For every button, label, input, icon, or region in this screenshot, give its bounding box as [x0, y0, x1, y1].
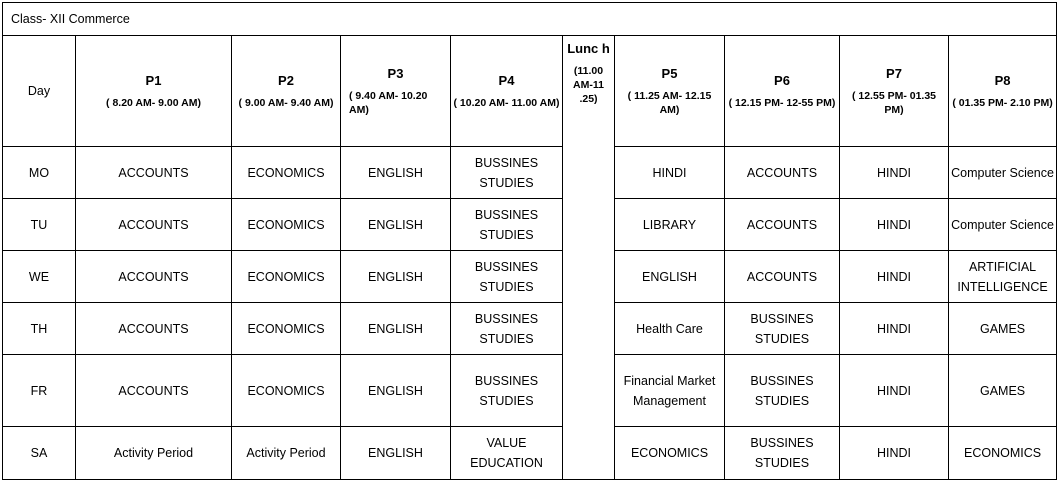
- table-row: [3, 199, 1057, 251]
- period-name: P3: [387, 66, 404, 81]
- table-cell: HINDI: [840, 355, 949, 427]
- period-time: ( 10.20 AM- 11.00 AM): [453, 97, 560, 109]
- table-cell: HINDI: [840, 147, 949, 199]
- table-cell: ECONOMICS: [232, 251, 341, 303]
- period-name: P2: [278, 73, 294, 88]
- table-cell: ENGLISH: [341, 427, 451, 480]
- table-cell: ENGLISH: [615, 251, 725, 303]
- table-cell: BUSSINES STUDIES: [725, 427, 840, 480]
- table-row: [3, 427, 1057, 480]
- table-cell: BUSSINES STUDIES: [451, 251, 563, 303]
- period-header-p7: [840, 36, 949, 147]
- table-cell: ACCOUNTS: [76, 199, 232, 251]
- title-row: [3, 3, 1057, 36]
- period-name: P1: [145, 73, 162, 88]
- day-cell: WE: [3, 251, 76, 303]
- table-row: [3, 251, 1057, 303]
- table-cell: HINDI: [840, 199, 949, 251]
- period-time: ( 12.15 PM- 12-55 PM): [728, 97, 836, 109]
- lunch-column: [563, 36, 615, 480]
- day-cell: TU: [3, 199, 76, 251]
- table-cell: HINDI: [840, 427, 949, 480]
- table-cell: Health Care: [615, 303, 725, 355]
- table-cell: VALUE EDUCATION: [451, 427, 563, 480]
- table-cell: HINDI: [840, 251, 949, 303]
- table-cell: ECONOMICS: [232, 199, 341, 251]
- table-title: Class- XII Commerce: [3, 3, 1057, 36]
- period-header-p4: [451, 36, 563, 147]
- table-cell: ECONOMICS: [232, 147, 341, 199]
- table-cell: BUSSINES STUDIES: [451, 303, 563, 355]
- table-cell: ECONOMICS: [232, 303, 341, 355]
- period-name: P4: [498, 73, 515, 88]
- table-cell: Computer Science: [949, 199, 1057, 251]
- day-header: Day: [3, 36, 76, 147]
- period-name: P8: [994, 73, 1011, 88]
- table-row: [3, 147, 1057, 199]
- table-cell: ACCOUNTS: [76, 147, 232, 199]
- table-cell: ACCOUNTS: [76, 355, 232, 427]
- period-header-p5: [615, 36, 725, 147]
- table-cell: ACCOUNTS: [725, 251, 840, 303]
- table-cell: GAMES: [949, 355, 1057, 427]
- period-time: ( 8.20 AM- 9.00 AM): [106, 97, 201, 109]
- lunch-label: Lunc h: [567, 41, 610, 56]
- period-time: ( 11.25 AM- 12.15 AM): [627, 90, 712, 116]
- header-row: [3, 36, 1057, 147]
- table-cell: GAMES: [949, 303, 1057, 355]
- period-time: ( 9.40 AM- 10.20 AM): [349, 90, 428, 116]
- table-cell: ARTIFICIAL INTELLIGENCE: [949, 251, 1057, 303]
- period-header-p3: [341, 36, 451, 147]
- table-cell: ECONOMICS: [615, 427, 725, 480]
- table-cell: Activity Period: [232, 427, 341, 480]
- table-cell: ENGLISH: [341, 355, 451, 427]
- timetable: [2, 2, 1057, 480]
- table-cell: BUSSINES STUDIES: [451, 355, 563, 427]
- table-cell: ENGLISH: [341, 199, 451, 251]
- period-name: P7: [886, 66, 902, 81]
- table-cell: BUSSINES STUDIES: [451, 199, 563, 251]
- table-cell: ACCOUNTS: [76, 251, 232, 303]
- day-cell: SA: [3, 427, 76, 480]
- table-cell: Financial Market Management: [615, 355, 725, 427]
- day-cell: TH: [3, 303, 76, 355]
- lunch-time: (11.00 AM-11 .25): [573, 65, 604, 105]
- table-cell: ACCOUNTS: [76, 303, 232, 355]
- table-cell: HINDI: [840, 303, 949, 355]
- table-cell: ECONOMICS: [949, 427, 1057, 480]
- day-cell: MO: [3, 147, 76, 199]
- period-name: P5: [661, 66, 678, 81]
- period-name: P6: [774, 73, 790, 88]
- table-cell: ACCOUNTS: [725, 147, 840, 199]
- table-row: [3, 355, 1057, 427]
- table-cell: HINDI: [615, 147, 725, 199]
- table-cell: ECONOMICS: [232, 355, 341, 427]
- period-header-p6: [725, 36, 840, 147]
- table-cell: BUSSINES STUDIES: [725, 355, 840, 427]
- period-header-p2: [232, 36, 341, 147]
- period-header-p8: [949, 36, 1057, 147]
- table-cell: ENGLISH: [341, 251, 451, 303]
- period-time: ( 01.35 PM- 2.10 PM): [952, 97, 1053, 109]
- table-cell: ENGLISH: [341, 147, 451, 199]
- period-time: ( 12.55 PM- 01.35 PM): [851, 90, 937, 116]
- table-cell: ENGLISH: [341, 303, 451, 355]
- period-header-p1: [76, 36, 232, 147]
- table-cell: Activity Period: [76, 427, 232, 480]
- table-cell: BUSSINES STUDIES: [451, 147, 563, 199]
- table-cell: LIBRARY: [615, 199, 725, 251]
- day-cell: FR: [3, 355, 76, 427]
- table-cell: Computer Science: [949, 147, 1057, 199]
- table-row: [3, 303, 1057, 355]
- table-cell: BUSSINES STUDIES: [725, 303, 840, 355]
- period-time: ( 9.00 AM- 9.40 AM): [238, 97, 334, 109]
- table-cell: ACCOUNTS: [725, 199, 840, 251]
